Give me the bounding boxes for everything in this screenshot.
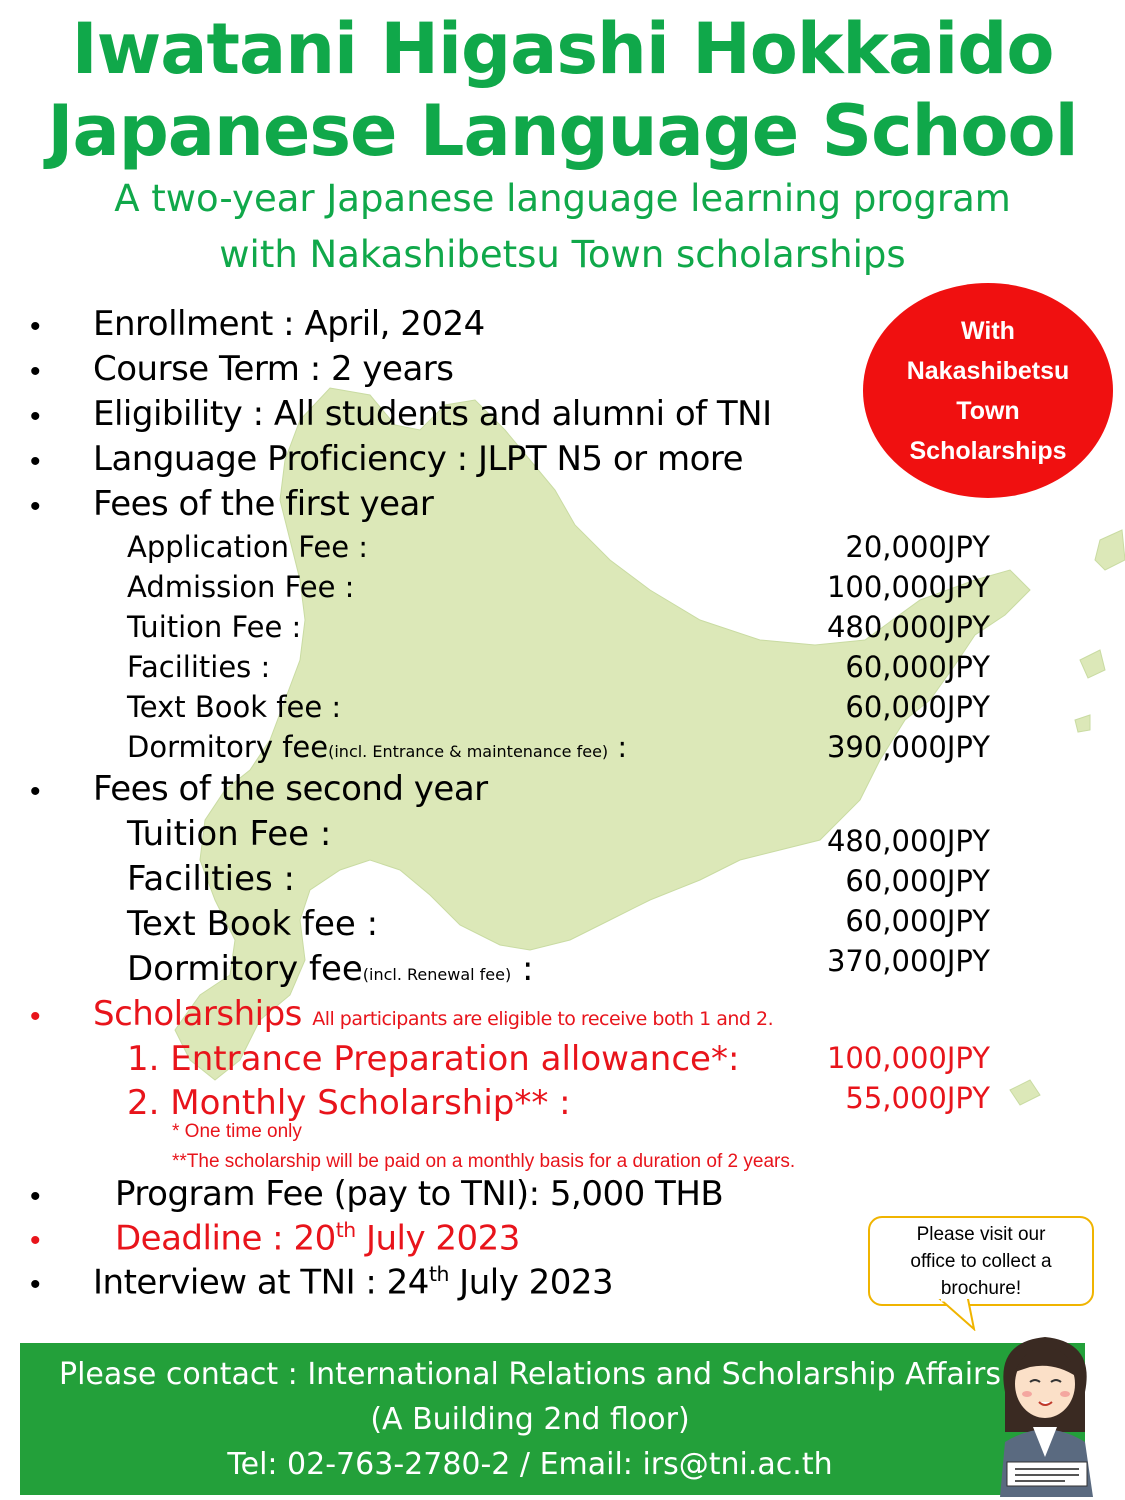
first-year-heading: Fees of the first year: [93, 484, 434, 524]
fee-label: Tuition Fee :: [127, 610, 302, 644]
fee-label: Tuition Fee :: [127, 814, 332, 854]
scholarships-row: [93, 994, 773, 1034]
fee-label: Facilities :: [127, 650, 271, 684]
scholarship-amount: 100,000JPY: [826, 1041, 990, 1075]
program-subtitle-line2: with Nakashibetsu Town scholarships: [219, 233, 906, 276]
fee-note: (incl. Renewal fee): [362, 965, 512, 984]
fee-amount: 20,000JPY: [845, 530, 990, 564]
scholarship-item: 1. Entrance Preparation allowance*:: [127, 1039, 740, 1079]
fee-note: (incl. Entrance & maintenance fee): [328, 742, 609, 761]
footnote-monthly: **The scholarship will be paid on a monthly basis for a duration of 2 years.: [172, 1151, 796, 1172]
language-proficiency-text: Language Proficiency : JLPT N5 or more: [93, 439, 744, 479]
fee-label: Text Book fee :: [127, 690, 342, 724]
program-subtitle-line1: A two-year Japanese language learning program: [114, 177, 1011, 220]
fee-amount: 370,000JPY: [826, 944, 990, 978]
bullet-dot: •: [30, 1000, 41, 1033]
fee-colon: :: [511, 949, 534, 989]
badge-line2: Nakashibetsu: [906, 356, 1070, 385]
badge-line3: Town: [956, 396, 1020, 425]
fee-colon: :: [608, 730, 628, 764]
fee-label: Application Fee :: [127, 530, 369, 564]
interview-text: Interview at TNI : 24th July 2023: [93, 1262, 614, 1303]
program-fee-text: Program Fee (pay to TNI): 5,000 THB: [115, 1174, 724, 1214]
contact-office: Please contact : International Relations and Scholarship Affairs: [58, 1357, 1001, 1392]
scholarship-amount: 55,000JPY: [845, 1081, 990, 1115]
bullet-dot: •: [30, 775, 41, 808]
footnote-one-time: * One time only: [172, 1121, 302, 1142]
enrollment-text: Enrollment : April, 2024: [93, 304, 485, 344]
bullet-dot: •: [30, 400, 41, 433]
bullet-dot: •: [30, 355, 41, 388]
bubble-line2: office to collect a: [910, 1250, 1052, 1272]
fee-amount: 480,000JPY: [826, 824, 990, 858]
contact-location: (A Building 2nd floor): [370, 1402, 690, 1437]
bullet-dot: •: [30, 445, 41, 478]
course-term-text: Course Term : 2 years: [93, 349, 454, 389]
fee-amount: 60,000JPY: [845, 650, 990, 684]
contact-footer: [20, 1343, 1085, 1495]
scholarships-note: All participants are eligible to receive both 1 and 2.: [312, 1008, 774, 1030]
fee-amount: 60,000JPY: [845, 864, 990, 898]
eligibility-text: Eligibility : All students and alumni of TNI: [93, 394, 772, 434]
school-name-line1: Iwatani Higashi Hokkaido: [71, 8, 1054, 90]
second-year-heading: Fees of the second year: [93, 769, 488, 809]
bubble-line1: Please visit our: [916, 1223, 1046, 1245]
fee-amount: 100,000JPY: [826, 570, 990, 604]
school-name-line2: Japanese Language School: [47, 90, 1078, 172]
bullet-dot: •: [30, 1180, 41, 1213]
dormitory-fee-row: [127, 730, 627, 764]
fee-label: Facilities :: [127, 859, 295, 899]
fee-label: Text Book fee :: [127, 904, 379, 944]
brochure-speech-bubble: [868, 1216, 1094, 1306]
office-staff-illustration: [985, 1322, 1105, 1497]
fee-label: Dormitory fee: [127, 730, 329, 764]
deadline-text: Deadline : 20th July 2023: [115, 1218, 520, 1259]
fee-amount: 480,000JPY: [826, 610, 990, 644]
fee-label: Admission Fee :: [127, 570, 355, 604]
fee-amount: 60,000JPY: [845, 904, 990, 938]
badge-line1: With: [961, 316, 1015, 345]
fee-label: Dormitory fee: [127, 949, 363, 989]
badge-line4: Scholarships: [909, 436, 1067, 465]
bubble-line3: brochure!: [940, 1277, 1022, 1299]
bullet-dot: •: [30, 490, 41, 523]
fee-amount: 60,000JPY: [845, 690, 990, 724]
dormitory-fee-row: [127, 949, 534, 989]
fee-amount: 390,000JPY: [826, 730, 990, 764]
scholarship-badge: [863, 283, 1113, 498]
contact-tel-email: Tel: 02-763-2780-2 / Email: irs@tni.ac.th: [227, 1447, 833, 1482]
bullet-dot: •: [30, 1224, 41, 1257]
scholarships-heading: Scholarships: [93, 994, 302, 1034]
speech-bubble-tail: [938, 1299, 978, 1331]
bullet-dot: •: [30, 1268, 41, 1301]
scholarship-item: 2. Monthly Scholarship** :: [127, 1083, 571, 1123]
bullet-dot: •: [30, 310, 41, 343]
